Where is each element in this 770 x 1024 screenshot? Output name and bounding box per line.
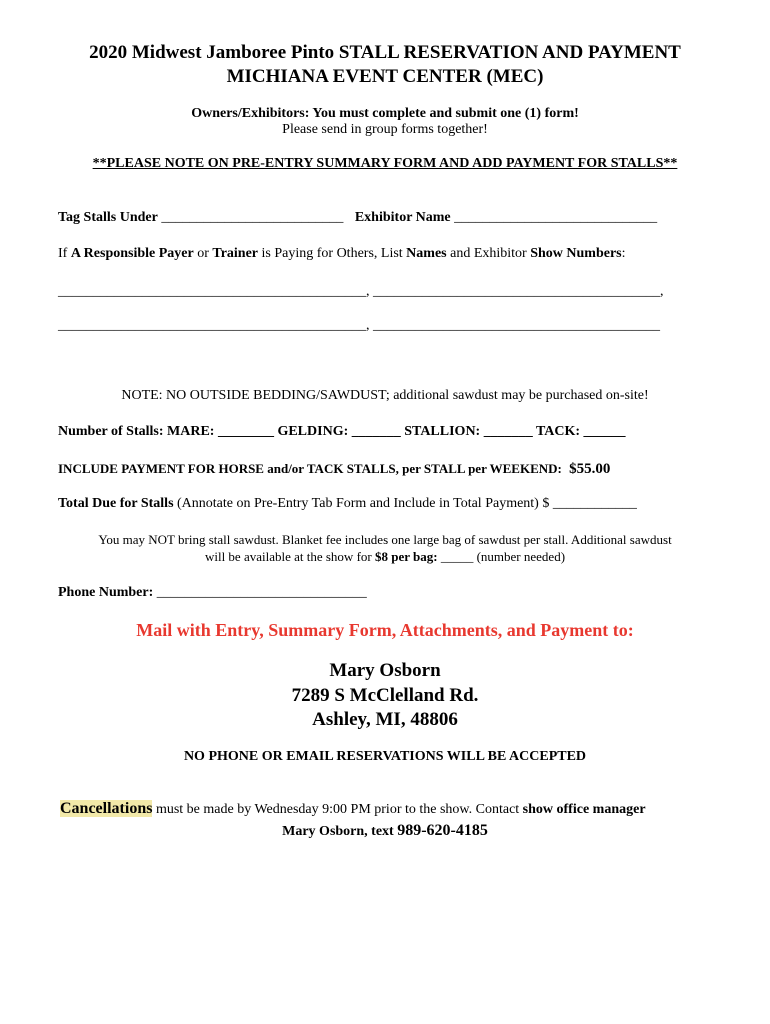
- no-phone-notice: NO PHONE OR EMAIL RESERVATIONS WILL BE ACCEPTED: [183, 749, 587, 764]
- bedding-note: NOTE: NO OUTSIDE BEDDING/SAWDUST; additional sawdust may be purchased on-site!: [121, 388, 649, 403]
- payer-text-and: and Exhibitor: [446, 246, 531, 261]
- tag-stalls-row: [58, 210, 657, 226]
- payer-instruction: [58, 246, 626, 262]
- sawdust-count-field[interactable]: _____ (number needed): [437, 549, 566, 564]
- stall-price: $55.00: [569, 461, 611, 477]
- payer-list-line-2[interactable]: ____________________________________________, _________________________________________: [58, 318, 660, 333]
- payer-text-if: If: [58, 246, 71, 261]
- show-office-manager: show office manager: [522, 802, 646, 817]
- payer-text-mid: is Paying for Others, List: [258, 246, 407, 261]
- payer-text-trainer: Trainer: [212, 246, 259, 261]
- group-forms-note: Please send in group forms together!: [282, 122, 488, 137]
- total-due-label: Total Due for Stalls: [58, 496, 174, 511]
- sawdust-note-line2: [0, 549, 770, 565]
- stall-count-row[interactable]: Number of Stalls: MARE: ________ GELDING: _______ STALLION: _______ TACK: ______: [58, 424, 626, 439]
- tag-stalls-label: Tag Stalls Under: [58, 210, 158, 225]
- exhibitor-name-field[interactable]: _____________________________: [454, 210, 658, 225]
- payer-list-line-1[interactable]: ____________________________________________, _________________________________________,: [58, 284, 664, 299]
- form-title-line1: 2020 Midwest Jamboree Pinto STALL RESERVATION AND PAYMENT: [89, 42, 681, 63]
- form-title-line2: MICHIANA EVENT CENTER (MEC): [226, 66, 544, 87]
- contact-phone: 989-620-4185: [397, 822, 488, 839]
- owners-label: Owners/Exhibitors: [191, 106, 305, 121]
- phone-label: Phone Number:: [58, 585, 154, 600]
- include-payment-row: [58, 461, 610, 478]
- payer-text-colon: :: [621, 246, 626, 261]
- phone-row: [58, 585, 367, 601]
- please-note-banner: **PLEASE NOTE ON PRE-ENTRY SUMMARY FORM AND ADD PAYMENT FOR STALLS**: [92, 156, 678, 171]
- mail-name: Mary Osborn: [329, 660, 441, 681]
- mail-street: 7289 S McClelland Rd.: [291, 685, 479, 706]
- include-payment-text: INCLUDE PAYMENT FOR HORSE and/or TACK STALLS, per STALL per WEEKEND:: [58, 461, 562, 476]
- total-due-text[interactable]: (Annotate on Pre-Entry Tab Form and Include in Total Payment) $ ____________: [173, 496, 637, 511]
- cancellation-row: [60, 800, 646, 818]
- payer-text-responsible: A Responsible Payer: [70, 246, 194, 261]
- owners-instruction: [0, 106, 770, 122]
- exhibitor-name-label: Exhibitor Name: [354, 210, 451, 225]
- tag-stalls-field[interactable]: __________________________: [161, 210, 344, 225]
- cancellation-contact: [0, 822, 770, 840]
- sawdust-note-line1: You may NOT bring stall sawdust. Blanket fee includes one large bag of sawdust per stall. Additional sawdust: [98, 532, 672, 547]
- total-due-row: [58, 496, 637, 512]
- payer-text-names: Names: [406, 246, 447, 261]
- owners-text: : You must complete and submit one (1) form!: [304, 106, 579, 121]
- sawdust-text-a: will be available at the show for: [204, 549, 375, 564]
- sawdust-price: $8 per bag:: [374, 549, 438, 564]
- cancellations-label: Cancellations: [60, 800, 153, 817]
- payer-text-show-numbers: Show Numbers: [530, 246, 622, 261]
- phone-field[interactable]: ______________________________: [153, 585, 367, 600]
- mail-city: Ashley, MI, 48806: [312, 709, 458, 730]
- contact-name: Mary Osborn, text: [282, 824, 398, 839]
- mail-heading: Mail with Entry, Summary Form, Attachments, and Payment to:: [136, 620, 634, 640]
- payer-text-or: or: [193, 246, 213, 261]
- cancellation-text: must be made by Wednesday 9:00 PM prior to the show. Contact: [152, 802, 523, 817]
